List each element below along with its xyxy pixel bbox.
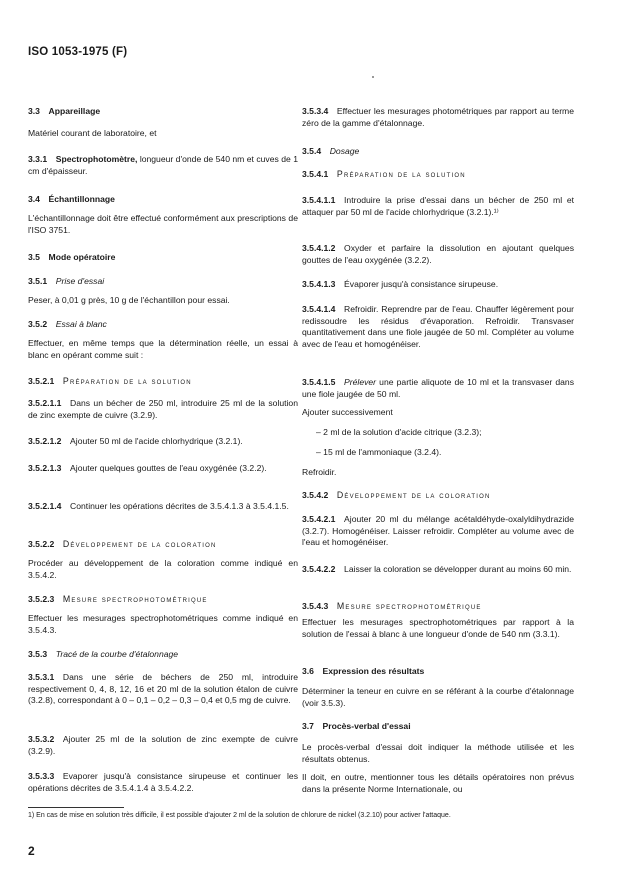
section-text: longueur d'onde de 540 nm et cuves de 1 cm d'épaisseur. xyxy=(28,154,298,176)
section-number: 3.5.2.1 xyxy=(28,376,55,386)
section-3-5-1 xyxy=(28,276,298,288)
section-number: 3.4 xyxy=(28,194,40,204)
section-3-6 xyxy=(302,666,574,678)
section-number: 3.5.2.1.4 xyxy=(28,501,62,511)
section-number: 3.5.2.1.2 xyxy=(28,436,62,446)
section-text: Evaporer jusqu'à consistance sirupeuse et continuer les opérations décrites de 3.5.4.1.4 à 3.5.4.2.2. xyxy=(28,771,298,793)
section-text: Effectuer les mesurages spectrophotométriques par rapport à la solution de l'essai à blanc à une longueur d'onde de 540 nm (3.3.1). xyxy=(302,617,574,639)
section-text: – 2 ml de la solution d'acide citrique (3.2.3); xyxy=(316,427,482,437)
section-text: Laisser la coloration se développer durant au moins 60 min. xyxy=(344,564,572,574)
section-text: L'échantillonnage doit être effectué conformément aux prescriptions de l'ISO 3751. xyxy=(28,213,298,235)
section-3-5-4-1-2 xyxy=(302,243,574,266)
section-3-5-2-3 xyxy=(28,594,298,606)
right-paragraph-10 xyxy=(316,447,574,459)
section-3-5-2-1-4 xyxy=(28,501,298,513)
section-3-5-4-3 xyxy=(302,601,574,613)
footnote: 1) En cas de mise en solution très difficile, il est possible d'ajouter 2 ml de la solution de chlorure de nickel (3.2.10) pour activer l'attaque. xyxy=(28,812,451,819)
section-number: 3.5.2.3 xyxy=(28,594,55,604)
section-title: Mode opératoire xyxy=(48,252,116,262)
right-paragraph-8 xyxy=(302,407,574,419)
left-paragraph-1 xyxy=(28,128,298,140)
section-number: 3.5.4.3 xyxy=(302,601,329,611)
section-3-5 xyxy=(28,252,298,264)
section-number: 3.7 xyxy=(302,721,314,731)
left-paragraph-9 xyxy=(28,338,298,361)
section-text: Peser, à 0,01 g près, 10 g de l'échantillon pour essai. xyxy=(28,295,230,305)
document-reference: ISO 1053-1975 (F) xyxy=(28,46,128,58)
section-title: Échantillonnage xyxy=(48,194,115,204)
section-text: Déterminer la teneur en cuivre en se référant à la courbe d'étalonnage (voir 3.5.3). xyxy=(302,686,574,708)
section-number: 3.5 xyxy=(28,252,40,262)
section-number: 3.5.3.2 xyxy=(28,734,55,744)
right-paragraph-20 xyxy=(302,742,574,765)
section-title: Dosage xyxy=(329,146,360,156)
section-text: Dans une série de béchers de 250 ml, introduire respectivement 0, 4, 8, 12, 16 et 20 ml de la solution étalon de cuivre (3.2.8), correspondant à 0 – 0,1 – 0,2 – 0,3 – 0,4 et 0,5 mg de cuivre. xyxy=(28,672,298,706)
section-number: 3.5.1 xyxy=(28,276,48,286)
section-3-5-4-1 xyxy=(302,169,574,181)
left-paragraph-18 xyxy=(28,613,298,636)
section-text: Oxyder et parfaire la dissolution en ajoutant quelques gouttes de l'eau oxygénée (3.2.2). xyxy=(302,243,574,265)
section-number: 3.5.4.2.2 xyxy=(302,564,336,574)
section-text: Effectuer, en même temps que la détermination réelle, un essai à blanc en opérant comme suit : xyxy=(28,338,298,360)
section-text: Introduire la prise d'essai dans un bécher de 250 ml et attaquer par 50 ml de l'acide chlorhydrique (3.2.1).¹⁾ xyxy=(302,195,574,217)
section-text: Refroidir. xyxy=(302,467,337,477)
section-3-5-3-1 xyxy=(28,672,298,707)
section-title: Préparation de la solution xyxy=(336,169,466,179)
section-text: Ajouter 25 ml de la solution de zinc exempte de cuivre (3.2.9). xyxy=(28,734,298,756)
section-number: 3.5.3.4 xyxy=(302,106,329,116)
section-title: Procès-verbal d'essai xyxy=(322,721,411,731)
section-text: – 15 ml de l'ammoniaque (3.2.4). xyxy=(316,447,442,457)
section-text: une partie aliquote de 10 ml et la transvaser dans une fiole jaugée de 50 ml. xyxy=(302,377,574,399)
section-3-4 xyxy=(28,194,298,206)
section-3-5-4-2 xyxy=(302,490,574,502)
section-text: Le procès-verbal d'essai doit indiquer la méthode utilisée et les résultats obtenus. xyxy=(302,742,574,764)
section-3-5-3 xyxy=(28,649,298,661)
section-title: Prélever xyxy=(344,377,377,387)
section-text: Il doit, en outre, mentionner tous les détails opératoires non prévus dans la présente Norme Internationale, ou xyxy=(302,772,574,794)
section-text: Effectuer les mesurages spectrophotométriques comme indiqué en 3.5.4.3. xyxy=(28,613,298,635)
section-number: 3.5.4.1.2 xyxy=(302,243,336,253)
section-text: Matériel courant de laboratoire, et xyxy=(28,128,157,138)
section-number: 3.5.4.2 xyxy=(302,490,329,500)
section-3-5-2-1-1 xyxy=(28,398,298,421)
section-title: Appareillage xyxy=(48,106,101,116)
right-paragraph-9 xyxy=(316,427,574,439)
section-text: Effectuer les mesurages photométriques par rapport au terme zéro de la gamme d'étalonnage. xyxy=(302,106,574,128)
section-text: Évaporer jusqu'à consistance sirupeuse. xyxy=(344,279,499,289)
section-3-5-4-2-2 xyxy=(302,564,574,576)
right-paragraph-16 xyxy=(302,617,574,640)
section-title: Mesure spectrophotométrique xyxy=(62,594,208,604)
section-number: 3.5.4.1 xyxy=(302,169,329,179)
section-text: Procéder au développement de la coloration comme indiqué en 3.5.4.2. xyxy=(28,558,298,580)
section-3-5-2 xyxy=(28,319,298,331)
right-paragraph-18 xyxy=(302,686,574,709)
section-number: 3.5.2.2 xyxy=(28,539,55,549)
section-3-5-2-2 xyxy=(28,539,298,551)
section-number: 3.5.4.1.1 xyxy=(302,195,336,205)
section-text: Ajouter 20 ml du mélange acétaldéhyde-oxalyldihydrazide (3.2.7). Homogénéiser. Laisser refroidir. Compléter au volume avec de l'eau et homogénéiser. xyxy=(302,514,574,548)
section-title: Expression des résultats xyxy=(322,666,425,676)
section-number: 3.5.2 xyxy=(28,319,48,329)
section-number: 3.5.2.1.1 xyxy=(28,398,62,408)
right-paragraph-11 xyxy=(302,467,574,479)
section-3-5-4 xyxy=(302,146,574,158)
section-3-7 xyxy=(302,721,574,733)
section-3-5-4-1-1 xyxy=(302,195,574,218)
section-text: Refroidir. Reprendre par de l'eau. Chauffer légèrement pour redissoudre les résidus d'évaporation. Refroidir. Transvaser quantitativement dans une fiole jaugée de 50 ml. Compléter au volume avec de l'eau et homogénéiser. xyxy=(302,304,574,349)
section-3-5-4-2-1 xyxy=(302,514,574,549)
section-text: Ajouter quelques gouttes de l'eau oxygénée (3.2.2). xyxy=(70,463,267,473)
section-number: 3.5.2.1.3 xyxy=(28,463,62,473)
section-3-5-4-1-5 xyxy=(302,377,574,400)
section-number: 3.5.4.1.3 xyxy=(302,279,336,289)
section-number: 3.5.4.2.1 xyxy=(302,514,336,524)
left-paragraph-7 xyxy=(28,295,298,307)
section-3-5-3-4 xyxy=(302,106,574,129)
section-3-5-3-2 xyxy=(28,734,298,757)
section-title: Préparation de la solution xyxy=(62,376,192,386)
section-3-5-3-3 xyxy=(28,771,298,794)
section-3-5-2-1-2 xyxy=(28,436,298,448)
section-title: Spectrophotomètre, xyxy=(55,154,138,164)
section-3-3 xyxy=(28,106,298,118)
section-title: Essai à blanc xyxy=(55,319,107,329)
section-title: Développement de la coloration xyxy=(336,490,491,500)
section-text: Ajouter successivement xyxy=(302,407,393,417)
section-title: Développement de la coloration xyxy=(62,539,217,549)
section-number: 3.5.4 xyxy=(302,146,322,156)
footnote-rule xyxy=(28,807,124,808)
section-number: 3.5.3.3 xyxy=(28,771,55,781)
section-title: Mesure spectrophotométrique xyxy=(336,601,482,611)
section-3-5-4-1-3 xyxy=(302,279,574,291)
section-number: 3.5.4.1.5 xyxy=(302,377,336,387)
section-text: Dans un bécher de 250 ml, introduire 25 ml de la solution de zinc exempte de cuivre (3.2.9). xyxy=(28,398,298,420)
section-text: Ajouter 50 ml de l'acide chlorhydrique (3.2.1). xyxy=(70,436,243,446)
section-title: Tracé de la courbe d'étalonnage xyxy=(55,649,179,659)
speck xyxy=(372,76,374,78)
section-text: Continuer les opérations décrites de 3.5.4.1.3 à 3.5.4.1.5. xyxy=(70,501,289,511)
section-number: 3.5.3.1 xyxy=(28,672,55,682)
section-3-3-1 xyxy=(28,154,298,177)
section-3-5-4-1-4 xyxy=(302,304,574,350)
section-3-5-2-1-3 xyxy=(28,463,298,475)
left-paragraph-4 xyxy=(28,213,298,236)
section-title: Prise d'essai xyxy=(55,276,105,286)
page-number: 2 xyxy=(28,844,35,858)
section-number: 3.3 xyxy=(28,106,40,116)
left-paragraph-16 xyxy=(28,558,298,581)
section-number: 3.6 xyxy=(302,666,314,676)
section-number: 3.5.3 xyxy=(28,649,48,659)
section-number: 3.5.4.1.4 xyxy=(302,304,336,314)
section-number: 3.3.1 xyxy=(28,154,48,164)
section-3-5-2-1 xyxy=(28,376,298,388)
right-paragraph-21 xyxy=(302,772,574,795)
